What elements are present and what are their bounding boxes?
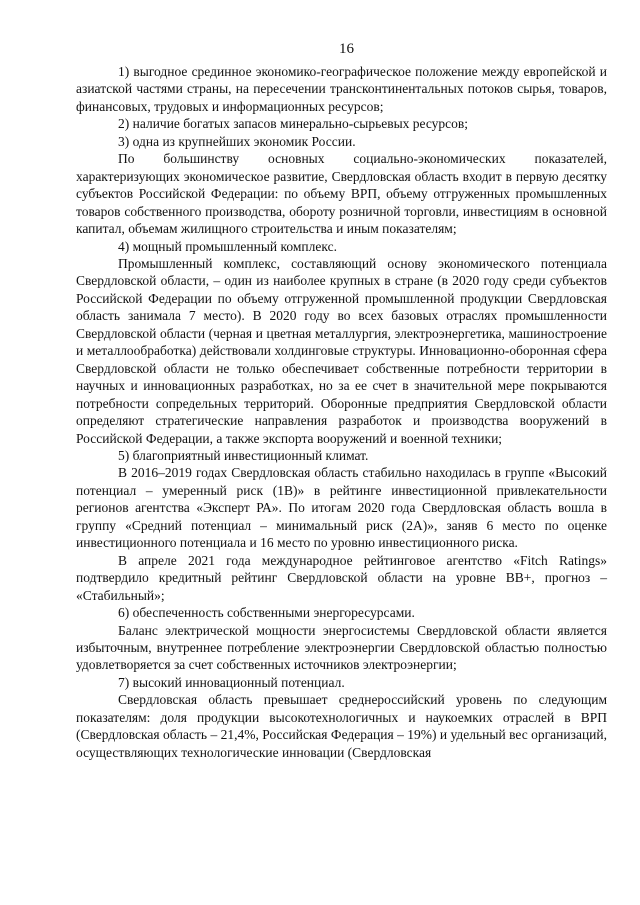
page-number: 16 (339, 41, 354, 57)
paragraph-economy-indicators: По большинству основных социально-экономических показателей, характеризующих экономическое развитие, Свердловская область входит в первую десятку субъектов Российской Федерации: по объему ВРП, объему отгруженных промышленных товаров собственного производства, обороту розничной торговли, инвестициям в основной капитал, объемам жилищного строительства и иным показателям; (76, 151, 607, 237)
paragraph-energy-balance: Баланс электрической мощности энергосистемы Свердловской области является избыточным, внутреннее потребление электроэнергии Свердловской областью полностью удовлетворяется за счет собственных источников электроэнергии; (76, 622, 607, 673)
paragraph-advantage-2-resources: 2) наличие богатых запасов минерально-сырьевых ресурсов; (118, 116, 469, 132)
paragraph-advantage-1-location: 1) выгодное срединное экономико-географическое положение между европейской и азиатской частями страны, на пересечении трансконтинентальных потоков сырья, товаров, финансовых, трудовых и информационных ресурсов; (76, 64, 607, 114)
paragraph-expert-ra-rating: В 2016–2019 годах Свердловская область стабильно находилась в группе «Высокий потенциал – умеренный риск (1В)» в рейтинге инвестиционной привлекательности регионов агентства «Эксперт РА». По итогам 2020 года Свердловская область вошла в группу «Средний потенциал – минимальный риск (2А)», заняв 6 место по оценке инвестиционного потенциала и 16 место по уровню инвестиционного риска. (76, 465, 607, 551)
paragraph-advantage-3-economy: 3) одна из крупнейших экономик России. (118, 133, 356, 149)
paragraph-fitch-rating: В апреле 2021 года международное рейтинговое агентство «Fitch Ratings» подтвердило кредитный рейтинг Свердловской области на уровне ВВ+, прогноз – «Стабильный»; (76, 552, 607, 603)
paragraph-advantage-6-energy: 6) обеспеченность собственными энергоресурсами. (118, 605, 415, 621)
paragraph-innovation-indicators: Свердловская область превышает среднероссийский уровень по следующим показателям: доля продукции высокотехнологичных и наукоемких отраслей в ВРП (Свердловская область – 21,4%, Российская Федерация – 19%) и удельный вес организаций, осуществляющих технологические инновации (Свердловская (76, 692, 607, 760)
paragraph-advantage-5-investment: 5) благоприятный инвестиционный климат. (118, 447, 369, 463)
paragraph-advantage-4-industry: 4) мощный промышленный комплекс. (118, 238, 337, 254)
paragraph-industrial-complex: Промышленный комплекс, составляющий основу экономического потенциала Свердловской области, – один из наиболее крупных в стране (в 2020 году среди субъектов Российской Федерации по объему отгруженной промышленной продукции Свердловская область занимала 7 место). В 2020 году во всех базовых отраслях промышленности Свердловской области (черная и цветная металлургия, электроэнергетика, машиностроение и металлообработка) действовали холдинговые структуры. Инновационно-оборонная сфера Свердловской области не только обеспечивает собственные потребности территории в научных и инновационных разработках, но за ее счет в значительной мере покрываются потребности сопредельных территорий. Оборонные предприятия Свердловской области определяют стратегические направления разработок и производства вооружений в Российской Федерации, а также экспорта вооружений и военной техники; (76, 255, 607, 446)
document-body (76, 63, 607, 761)
paragraph-advantage-7-innovation: 7) высокий инновационный потенциал. (118, 674, 345, 690)
